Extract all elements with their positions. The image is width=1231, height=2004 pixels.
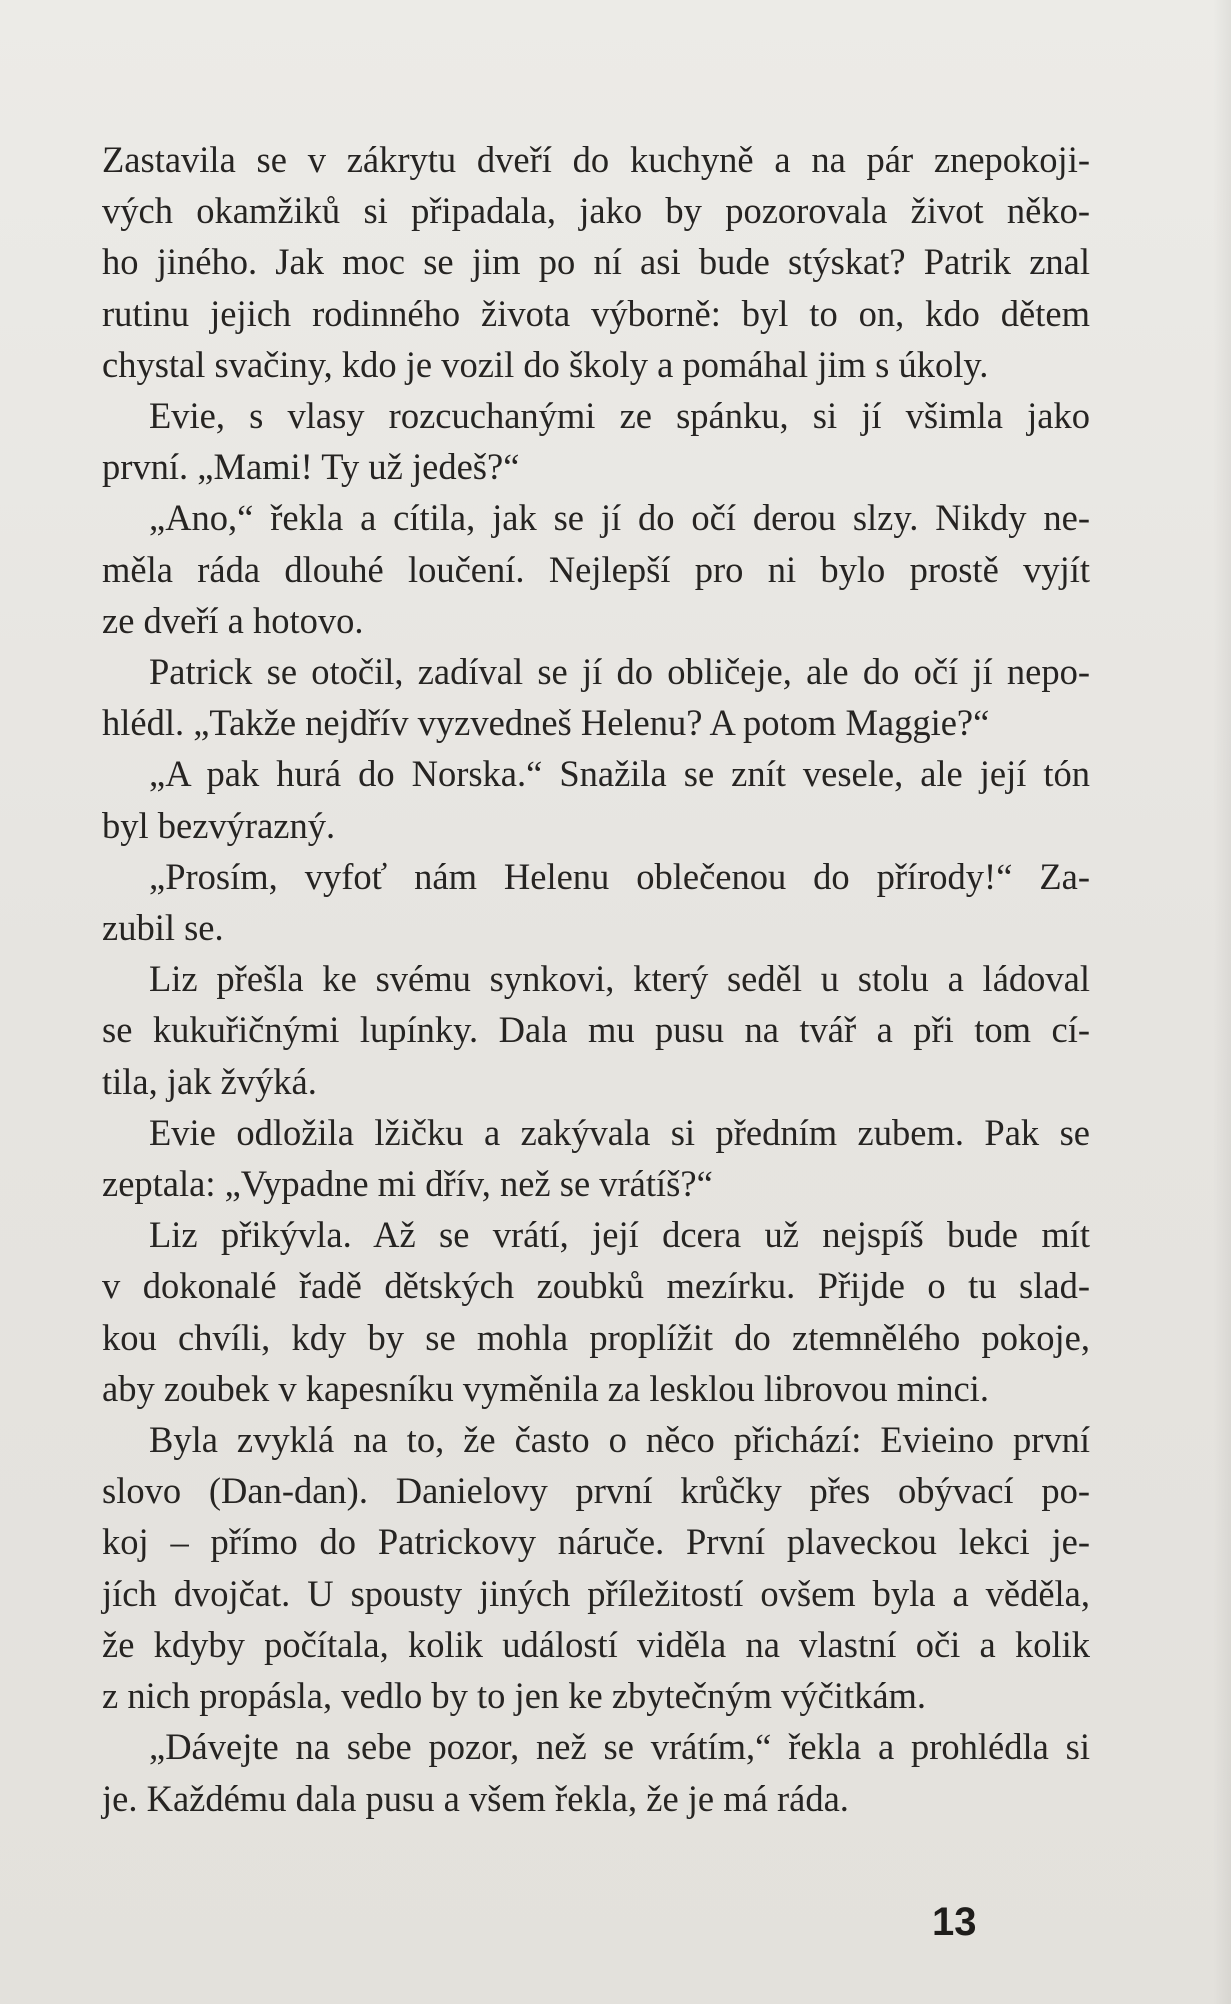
paragraph	[102, 1209, 1090, 1414]
text-line: byl bezvýrazný.	[102, 804, 336, 846]
text-line: rutinu jejich rodinného života výborně: byl to on, kdo dětem	[102, 292, 1090, 334]
text-line: vých okamžiků si připadala, jako by pozorovala život něko-	[102, 190, 1090, 232]
body-text	[102, 134, 1090, 1824]
paragraph	[102, 1721, 1090, 1823]
text-line: se kukuřičnými lupínky. Dala mu pusu na tvář a při tom cí-	[102, 1009, 1090, 1051]
text-line: hlédl. „Takže nejdřív vyzvedneš Helenu? A potom Maggie?“	[102, 702, 990, 744]
text-line: Zastavila se v zákrytu dveří do kuchyně a na pár znepokoji-	[102, 139, 1090, 180]
text-line: Evie odložila lžičku a zakývala si předním zubem. Pak se	[149, 1111, 1090, 1153]
paragraph	[102, 851, 1090, 953]
paragraph	[102, 390, 1090, 492]
paragraph	[102, 492, 1090, 646]
text-line: tila, jak žvýká.	[102, 1060, 317, 1102]
text-line: ze dveří a hotovo.	[102, 599, 364, 641]
text-line: aby zoubek v kapesníku vyměnila za lesklou librovou minci.	[102, 1367, 989, 1409]
text-line: „Dávejte na sebe pozor, než se vrátím,“ řekla a prohlédla si	[149, 1726, 1090, 1768]
paragraph	[102, 134, 1090, 390]
text-line: Byla zvyklá na to, že často o něco přichází: Evieino první	[149, 1419, 1090, 1461]
text-line: je. Každému dala pusu a všem řekla, že je má ráda.	[102, 1777, 849, 1819]
text-line: „Prosím, vyfoť nám Helenu oblečenou do přírody!“ Za-	[149, 855, 1090, 897]
text-line: Patrick se otočil, zadíval se jí do obličeje, ale do očí jí nepo-	[149, 651, 1090, 693]
text-line: měla ráda dlouhé loučení. Nejlepší pro ni bylo prostě vyjít	[102, 548, 1090, 590]
text-line: zeptala: „Vypadne mi dřív, než se vrátíš?“	[102, 1163, 713, 1205]
page-edge-shadow	[1213, 0, 1231, 2004]
paragraph	[102, 1414, 1090, 1721]
text-line: Evie, s vlasy rozcuchanými ze spánku, si jí všimla jako	[149, 395, 1090, 437]
text-line: ho jiného. Jak moc se jim po ní asi bude stýskat? Patrik znal	[102, 241, 1090, 283]
text-line: koj – přímo do Patrickovy náruče. První plaveckou lekci je-	[102, 1521, 1090, 1563]
text-line: slovo (Dan-dan). Danielovy první krůčky přes obývací po-	[102, 1470, 1090, 1512]
text-line: v dokonalé řadě dětských zoubků mezírku. Přijde o tu slad-	[102, 1265, 1090, 1307]
paragraph	[102, 953, 1090, 1107]
text-line: z nich propásla, vedlo by to jen ke zbytečným výčitkám.	[102, 1675, 927, 1717]
paragraph	[102, 646, 1090, 748]
text-line: „Ano,“ řekla a cítila, jak se jí do očí derou slzy. Nikdy ne-	[149, 497, 1090, 539]
text-line: „A pak hurá do Norska.“ Snažila se znít vesele, ale její tón	[149, 753, 1090, 795]
text-line: že kdyby počítala, kolik událostí viděla na vlastní oči a kolik	[102, 1623, 1090, 1665]
text-line: jích dvojčat. U spousty jiných příležitostí ovšem byla a věděla,	[102, 1572, 1090, 1614]
text-line: kou chvíli, kdy by se mohla proplížit do ztemnělého pokoje,	[102, 1316, 1090, 1358]
page-number: 13	[932, 1900, 977, 1944]
text-line: zubil se.	[102, 907, 224, 949]
text-line: chystal svačiny, kdo je vozil do školy a pomáhal jim s úkoly.	[102, 343, 989, 385]
text-line: Liz přešla ke svému synkovi, který seděl u stolu a ládoval	[149, 958, 1090, 1000]
text-line: první. „Mami! Ty už jedeš?“	[102, 446, 520, 488]
paragraph	[102, 1107, 1090, 1209]
text-line: Liz přikývla. Až se vrátí, její dcera už nejspíš bude mít	[149, 1214, 1090, 1256]
paragraph	[102, 748, 1090, 850]
